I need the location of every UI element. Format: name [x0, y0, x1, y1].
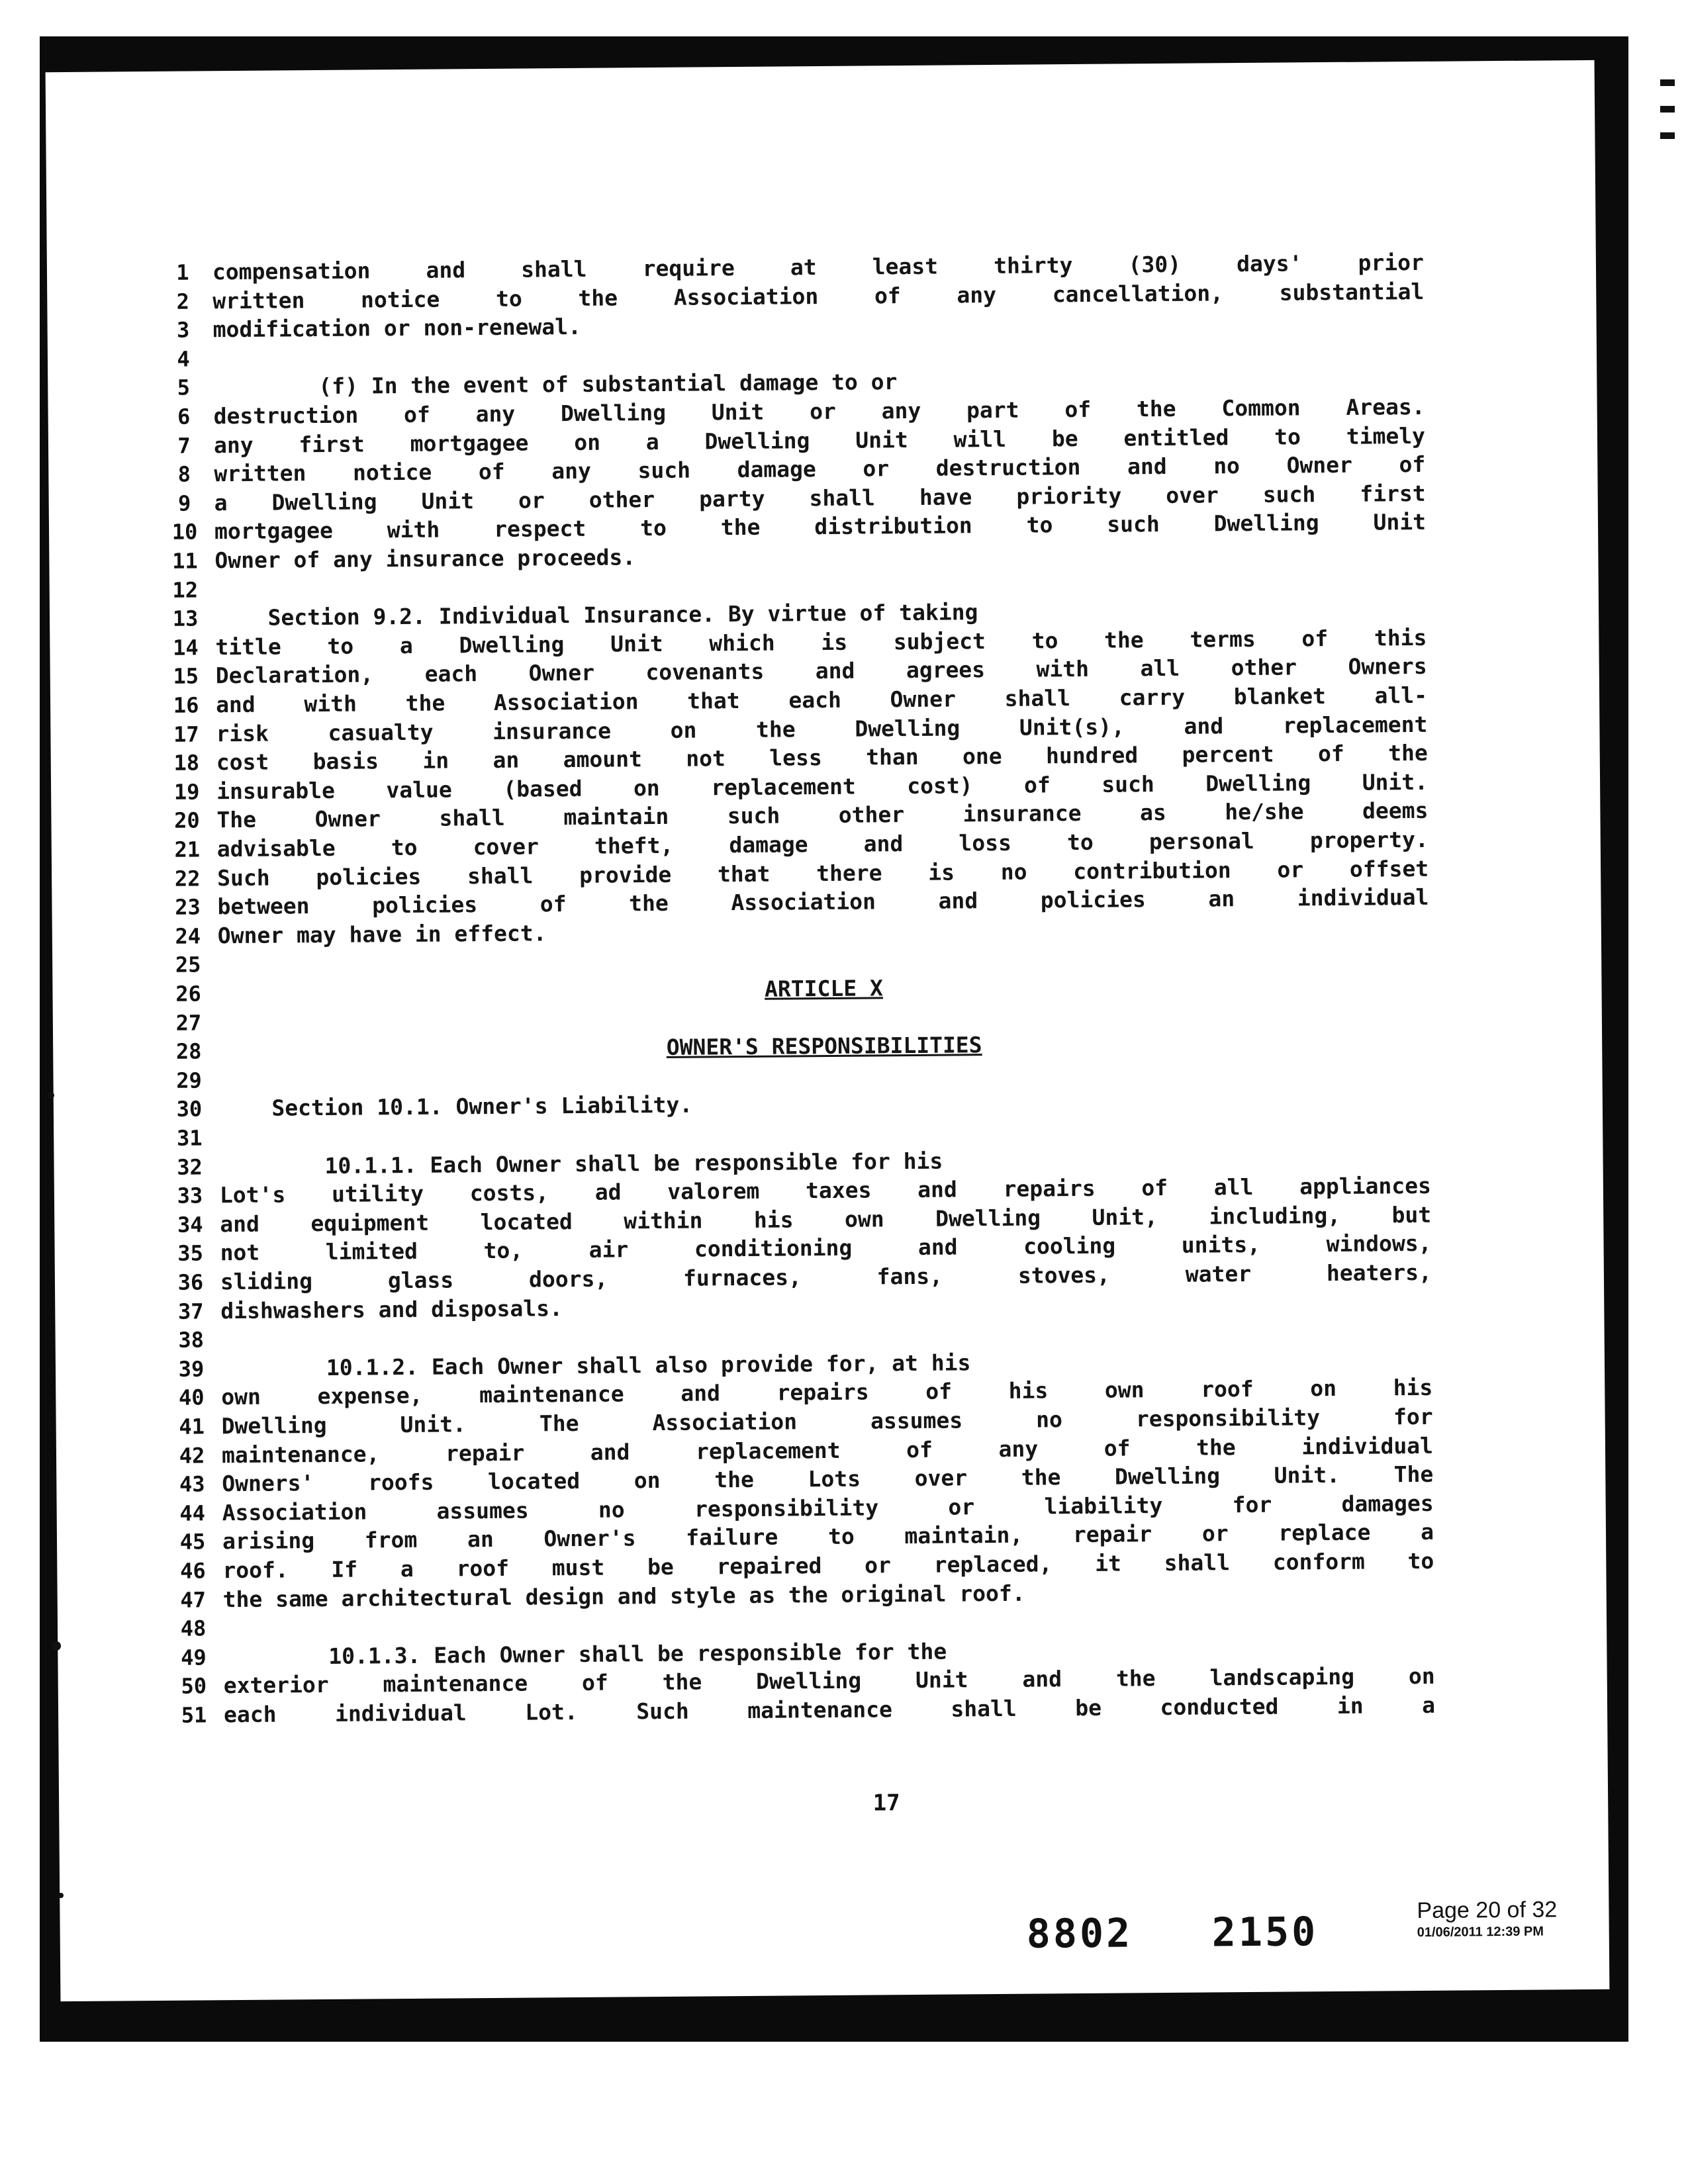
scan-speck: [58, 1893, 64, 1898]
line-number: 45: [179, 1529, 206, 1555]
line-number: 6: [177, 404, 191, 430]
line-text: compensation and shall require at least thirty (30) days' prior: [212, 249, 1425, 285]
line-number: 5: [177, 375, 191, 401]
line-text: Owner of any insurance proceeds.: [214, 544, 636, 574]
line-text: mortgagee with respect to the distribution to such Dwelling Unit: [214, 509, 1427, 545]
line-text: between policies of the Association and policies an individual: [217, 884, 1429, 920]
scan-speck: [48, 1092, 54, 1099]
line-number: 17: [173, 721, 199, 747]
line-number: 40: [178, 1385, 205, 1411]
line-number: 29: [176, 1068, 202, 1093]
line-number: 19: [173, 779, 200, 805]
line-number: 50: [181, 1673, 207, 1700]
line-number: 2: [176, 289, 190, 314]
line-number: 3: [176, 317, 190, 343]
line-text: advisable to cover theft, damage and loss to personal property.: [216, 826, 1429, 862]
line-text: written notice to the Association of any cancellation, substantial: [212, 278, 1425, 314]
line-number: 51: [181, 1702, 207, 1728]
line-number: 26: [175, 981, 201, 1007]
line-number: 14: [173, 635, 199, 660]
line-number: 36: [177, 1269, 204, 1295]
line-text: each individual Lot. Such maintenance shall be conducted in a: [223, 1692, 1436, 1728]
line-number: 42: [179, 1443, 205, 1469]
line-text: maintenance, repair and replacement of any of the individual: [221, 1432, 1434, 1468]
line-text: 10.1.3. Each Owner shall be responsible for the: [223, 1638, 947, 1670]
line-number: 21: [174, 837, 201, 862]
line-number: 28: [175, 1038, 202, 1064]
line-text: destruction of any Dwelling Unit or any part of the Common Areas.: [213, 393, 1425, 430]
line-number: 9: [177, 490, 191, 516]
line-number: 34: [177, 1212, 203, 1238]
line-number: 27: [175, 1010, 202, 1036]
line-number: 37: [177, 1298, 204, 1324]
line-text: written notice of any such damage or destruction and no Owner of: [214, 451, 1426, 487]
line-number: 23: [175, 894, 201, 920]
line-number: 7: [177, 433, 191, 459]
line-text: exterior maintenance of the Dwelling Unit and the landscaping on: [223, 1663, 1435, 1699]
line-text: a Dwelling Unit or other party shall have priority over such first: [214, 480, 1426, 516]
line-number: 11: [171, 548, 198, 574]
line-text: arising from an Owner's failure to maintain, repair or replace a: [222, 1519, 1434, 1555]
line-text: The Owner shall maintain such other insurance as he/she deems: [216, 797, 1429, 833]
line-text: risk casualty insurance on the Dwelling Unit(s), and replacement: [216, 711, 1428, 747]
line-text: sliding glass doors, furnaces, fans, stoves, water heaters,: [220, 1259, 1432, 1295]
line-number: 31: [176, 1125, 203, 1151]
line-text: any first mortgagee on a Dwelling Unit will be entitled to timely: [213, 422, 1426, 458]
recording-book-number: 8802: [1026, 1910, 1133, 1958]
line-number: 43: [179, 1471, 205, 1497]
page-count-label: Page 20 of 32: [1417, 1897, 1558, 1924]
line-number: 12: [172, 577, 199, 603]
line-text: (f) In the event of substantial damage to or: [213, 369, 898, 400]
line-number: 49: [180, 1645, 207, 1670]
page-number: 17: [872, 1790, 900, 1817]
line-number: 39: [178, 1356, 205, 1382]
line-text: roof. If a roof must be repaired or replaced, it shall conform to: [222, 1547, 1434, 1584]
line-text: and equipment located within his own Dwelling Unit, including, but: [220, 1201, 1432, 1238]
line-text: Association assumes no responsibility or liability for damages: [222, 1490, 1434, 1525]
line-text: Such policies shall provide that there is no contribution or offset: [217, 855, 1429, 891]
line-number: 30: [176, 1096, 203, 1122]
line-number: 44: [179, 1500, 206, 1526]
line-number: 33: [177, 1183, 203, 1208]
line-text: and with the Association that each Owner shall carry blanket all-: [215, 682, 1428, 718]
line-text: Lot's utility costs, ad valorem taxes and repairs of all appliances: [219, 1173, 1432, 1208]
line-text: title to a Dwelling Unit which is subject to the terms of this: [215, 624, 1427, 660]
line-text: insurable value (based on replacement cost) of such Dwelling Unit.: [216, 768, 1429, 805]
recording-page-number: 2150: [1211, 1909, 1319, 1956]
line-text: own expense, maintenance and repairs of his own roof on his: [221, 1375, 1433, 1410]
line-number: 4: [177, 346, 190, 372]
scan-mark: [1660, 132, 1675, 139]
print-timestamp: 01/06/2011 12:39 PM: [1417, 1924, 1544, 1940]
line-text: Owner may have in effect.: [217, 920, 547, 949]
line-number: 1: [176, 259, 189, 285]
line-text: cost basis in an amount not less than one hundred percent of the: [216, 740, 1428, 776]
line-text: Section 10.1. Owner's Liability.: [218, 1091, 693, 1122]
line-text: 10.1.1. Each Owner shall be responsible for his: [219, 1148, 943, 1179]
scan-speck: [52, 1641, 61, 1651]
line-number: 24: [175, 923, 201, 949]
line-number: 13: [172, 606, 199, 631]
line-text: 10.1.2. Each Owner shall also provide for, at his: [220, 1349, 971, 1382]
line-text: the same architectural design and style as the original roof.: [222, 1580, 1025, 1612]
line-number: 48: [180, 1615, 207, 1641]
scan-mark: [1660, 79, 1675, 86]
line-number: 35: [177, 1240, 204, 1267]
document-page: [46, 60, 1610, 2001]
heading-text: ARTICLE X: [764, 975, 884, 1002]
line-text: Section 9.2. Individual Insurance. By virtue of taking: [214, 599, 978, 631]
line-text: modification or non-renewal.: [212, 314, 582, 343]
line-number: 46: [179, 1558, 206, 1584]
line-text: Owners' roofs located on the Lots over the Dwelling Unit. The: [222, 1461, 1434, 1497]
line-number: 47: [180, 1586, 207, 1613]
page-info: [1417, 1897, 1615, 1940]
line-text: Declaration, each Owner covenants and agrees with all other Owners: [215, 653, 1427, 689]
scan-mark: [1660, 106, 1675, 113]
line-number: 41: [179, 1414, 205, 1439]
line-number: 22: [174, 866, 201, 891]
line-text: not limited to, air conditioning and cooling units, windows,: [220, 1230, 1432, 1266]
line-number: 32: [177, 1154, 203, 1180]
line-number: 38: [178, 1327, 205, 1353]
line-number: 16: [173, 692, 199, 718]
line-number: 15: [173, 663, 199, 690]
line-text: Dwelling Unit. The Association assumes no responsibility for: [221, 1403, 1433, 1439]
line-number: 10: [171, 519, 198, 545]
line-number: 20: [174, 807, 200, 834]
line-number: 8: [177, 461, 191, 487]
line-text: dishwashers and disposals.: [220, 1295, 563, 1324]
line-number: 25: [175, 952, 201, 978]
heading-text: OWNER'S RESPONSIBILITIES: [666, 1032, 982, 1061]
line-number: 18: [173, 750, 200, 776]
